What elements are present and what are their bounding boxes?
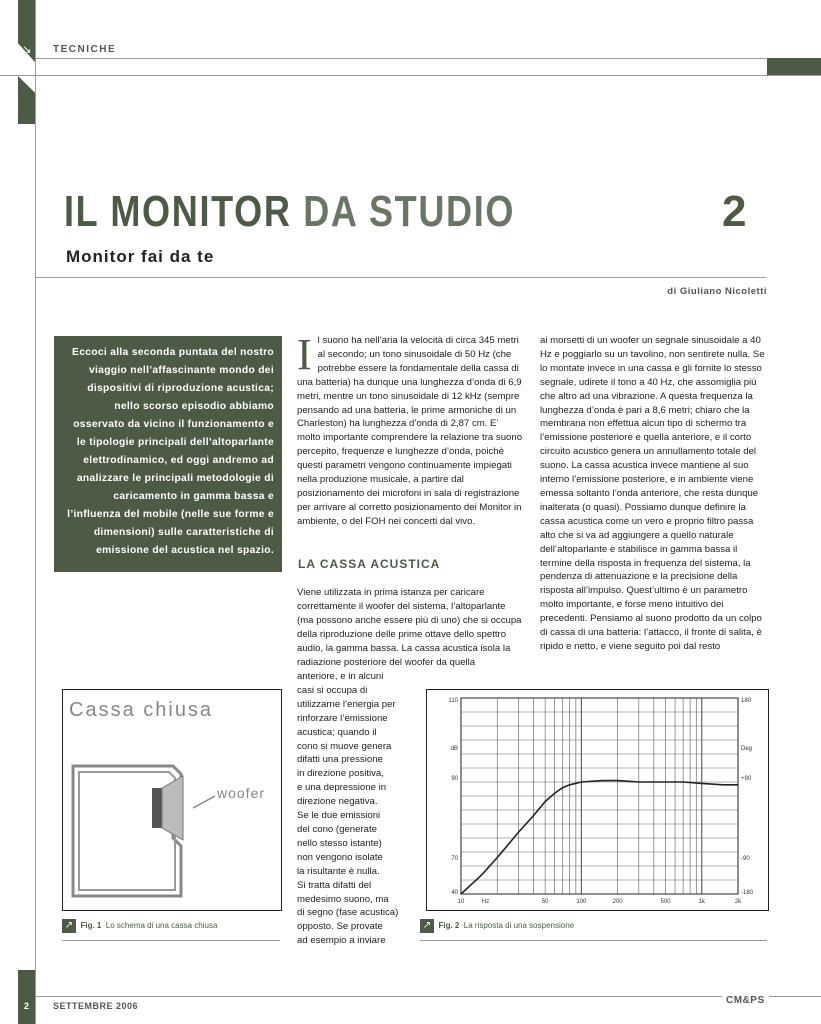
narrow-line: acustica; quando il [297,726,377,738]
frequency-response-chart [427,690,768,910]
intro-text: Eccoci alla seconda puntata del nostro viaggio nell’affascinante mondo dei dispositivi di riproduzione acustica; nello scorso episodio abbiamo osservato da vicino il funzionamento e le tipologie principali dell’altoparlante elettrodinamico, ed oggi andremo ad analizzare le principali metodologie di caricamento in gamma bassa e l’influenza del mobile (nelle sue forme e dimensioni) sulle caratteristiche di emissione del acustica nel spazio. [67,347,274,556]
intro-box [54,336,282,572]
narrow-line: la risultante è nulla. [297,865,380,877]
y-tick-label-right: +90 [741,776,752,782]
fig1-drawing-title: Cassa chiusa [69,699,214,721]
header-rule-2 [0,75,821,76]
fig2-caption-rule [420,940,767,941]
x-tick-label: 500 [660,899,671,905]
x-tick-label: 200 [612,899,623,905]
title-number: 2 [722,187,747,236]
fig2-caption [420,915,574,933]
header-arrow-icon: ↘ [22,44,32,56]
woofer-cone [162,776,183,840]
closed-box-drawing [63,690,281,910]
narrow-line: utilizzarne l’energia per [297,698,396,710]
y-tick-label-right: -90 [741,856,750,862]
y-tick-label-left: 40 [451,890,458,896]
narrow-line: e una depressione in [297,782,387,794]
brand-text: CM&PS [726,995,765,1006]
byline: di Giuliano Nicoletti [667,286,767,297]
page-title [64,187,515,237]
fig1-caption-text: Lo schema di una cassa chiusa [105,921,218,930]
fig2-caption-text: La risposta di una sospensione [463,921,575,930]
narrow-line: Si tratta difatti del [297,879,372,891]
column-3 [540,334,766,654]
narrow-line: di segno (fase acustica) [297,907,399,919]
col3-para: ai morsetti di un woofer un segnale sinusoidale a 40 Hz e poggiarlo su un tavolino, non sentirete nulla. Se lo montate invece in una cassa e gli fornite lo stesso segnale, udirete il tono a 40 Hz, che assomiglia più che altro ad una vibrazione. A questa frequenza la lunghezza d’onda è pari a 8,6 metri; chiaro che la membrana non effettua alcun tipo di schermo tra l’emissione posteriore e quella anteriore, e il corto circuito acustico genera un annullamento totale del suono. La cassa acustica invece mantiene al suo interno l’emissione posteriore, e in ambiente viene emessa soltanto l’onda anteriore, che resta dunque inalterata (o quasi). Possiamo dunque definire la cassa acustica come un vero e proprio filtro passa alto che si va ad aggiungere a quello naturale dell’altoparlante e stabilisce in gamma bassa il termine della risposta in frequenza del sistema, la pendenza di attenuazione e la precisione della risposta all’impulso. Quest’ultimo è un parametro molto importante, e forse meno intuitivo dei precedenti. Pensiamo al suono prodotto da un colpo di cassa di una batteria: l’attacco, il fronte di salita, è ripido e netto, e viene seguito poi dal resto [540,335,765,652]
section-heading: LA CASSA ACUSTICA [298,557,441,571]
header-rule [36,58,766,59]
header-right-block [767,58,821,75]
x-tick-label: 1k [698,899,705,905]
woofer-magnet [152,788,162,828]
x-tick-label: 2k [734,899,742,905]
narrow-line: direzione negativa. [297,796,378,808]
narrow-line: in direzione positiva, [297,768,384,780]
y-tick-label-right: 180 [741,698,752,704]
left-margin-rule [35,0,36,1024]
dropcap: I [297,330,312,379]
narrow-line: Se le due emissioni [297,810,381,822]
x-tick-label: Hz [481,899,490,905]
x-tick-label: 50 [541,899,549,905]
x-tick-label: 100 [576,899,587,905]
fig1-caption [62,915,217,933]
col2-para2: Viene utilizzata in prima istanza per caricare correttamente il woofer del sistema, l’altoparlante (ma possono anche essere più di uno) che si occupa della riproduzione delle prime ottave dello spettro audio, la gamma bassa. La cassa acustica isola la radiazione posteriore del woofer da quella [297,587,522,668]
figure-2 [426,689,769,911]
y-tick-label-left: 70 [451,856,458,862]
y-tick-label-left: 110 [448,698,458,704]
footer-tab-mark [18,970,35,1024]
y-tick-label-right: Deg [741,746,753,752]
fig2-caption-num: Fig. 2 [438,921,460,930]
narrow-line: del cono (generate [297,823,378,835]
column-2-para2 [297,586,523,669]
fig1-caption-rule [62,940,280,941]
column-2-narrow [297,670,409,948]
narrow-line: cono si muove genera [297,740,392,752]
narrow-line: rinforzare l’emissione [297,712,388,724]
narrow-line: medesimo suono, ma [297,893,389,905]
figure-1 [62,689,282,911]
section-label: TECNICHE [53,44,117,55]
narrow-line: ad esempio a inviare [297,935,386,947]
title-part1: IL MONITOR [64,187,292,236]
fig1-caption-num: Fig. 1 [80,921,102,930]
subtitle: Monitor fai da te [66,247,215,266]
narrow-line: opposto. Se provate [297,921,383,933]
caption-arrow-icon: ↗ [62,919,76,933]
subtitle-rule [36,277,766,278]
brand-logo [722,990,769,1004]
caption-arrow-icon: ↗ [420,919,434,933]
x-tick-label: 10 [457,899,465,905]
narrow-line: casi si occupa di [297,684,368,696]
col2-para1: l suono ha nell’aria la velocità di circa 345 metri al secondo; un tono sinusoidale di 50 Hz (che potrebbe essere la fondamentale della cassa di una batteria) ha dunque una lunghezza d’onda di 6,9 metri, mentre un tono sinusoidale di 12 kHz (sempre pensando ad una batteria, le prime armoniche di un Charleston) ha lunghezza d’onda di 2,87 cm. E’ molto importante comprendere la relazione tra suono percepito, frequenze e lunghezze d’onda, poichè questi parametri vengono continuamente impiegati nella produzione musicale, a partire dal posizionamento dei microfoni in sala di registrazione per arrivare al corretto posizionamento dei Monitor in ambiente, o del FOH nei concerti dal vivo. [297,335,523,527]
y-tick-label-right: -180 [741,890,754,896]
issue-date: SETTEMBRE 2006 [53,1001,139,1011]
header-tab-mark-lower [18,76,35,124]
footer-rule [36,996,821,997]
page-number: 2 [24,1001,30,1011]
y-tick-label-left: 90 [451,776,458,782]
narrow-line: difatti una pressione [297,754,383,766]
fig1-woofer-label: woofer [217,785,266,801]
narrow-line: non vengono isolate [297,851,383,863]
y-tick-label-left: dB [450,746,458,752]
box-outline [73,766,181,896]
narrow-line: nello stesso istante) [297,837,382,849]
title-part2: DA STUDIO [303,187,516,236]
column-2-top [297,330,523,529]
narrow-line: anteriore, e in alcuni [297,671,384,682]
